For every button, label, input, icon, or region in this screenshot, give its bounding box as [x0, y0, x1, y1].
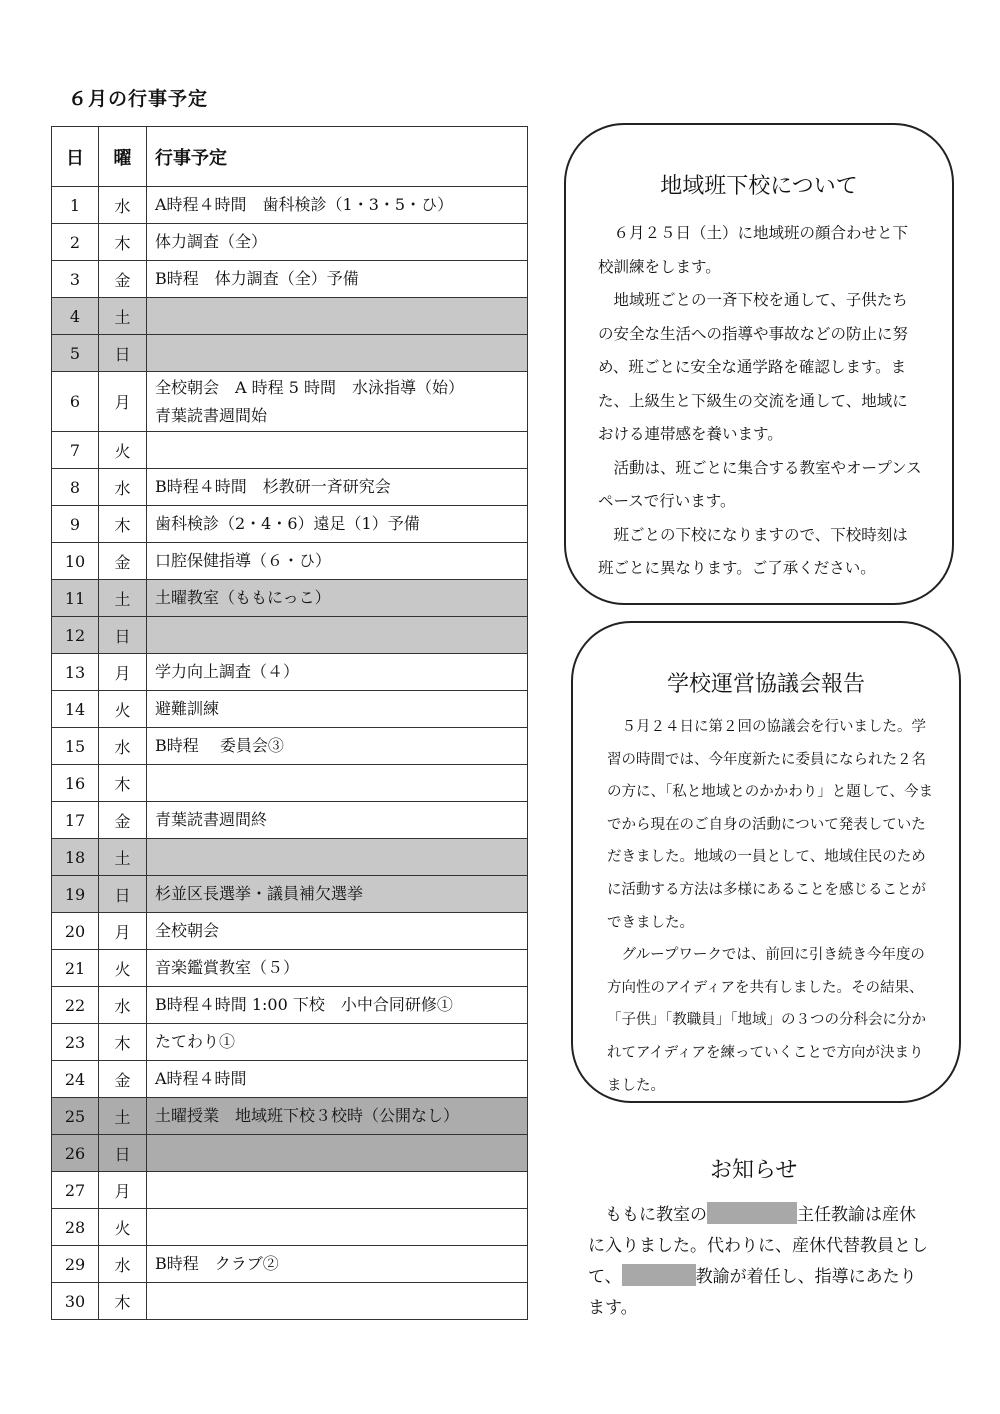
event-line: たてわり① [155, 1032, 236, 1051]
schedule-table [51, 126, 528, 1320]
day-cell: 8 [52, 469, 99, 506]
schedule-row [52, 224, 528, 261]
schedule-header-row [52, 127, 528, 187]
day-cell: 30 [52, 1283, 99, 1320]
event-cell [147, 1283, 528, 1320]
notice-text-3: 教諭が着任し、指導にあたります。 [588, 1267, 917, 1318]
weekday-cell: 木 [99, 506, 147, 543]
kyogikai-report-title: 学校運営協議会報告 [666, 672, 865, 697]
day-cell: 15 [52, 728, 99, 765]
schedule-row [52, 839, 528, 876]
notice-text-1: ももに教室の [605, 1205, 707, 1225]
day-cell: 27 [52, 1172, 99, 1209]
schedule-row [52, 691, 528, 728]
day-cell: 23 [52, 1024, 99, 1061]
event-line: 青葉読書週間終 [155, 810, 268, 829]
day-cell: 28 [52, 1209, 99, 1246]
schedule-row [52, 765, 528, 802]
weekday-cell: 火 [99, 1209, 147, 1246]
event-cell [147, 765, 528, 802]
chiiki-han-paragraph: 地域班ごとの一斉下校を通して、子供たちの安全な生活への指導や事故などの防止に努め、班ごとに安全な通学路を確認します。また、上級生と下級生の交流を通して、地域における連帯感を養います。 [598, 291, 909, 443]
day-cell: 10 [52, 543, 99, 580]
event-line: B時程 クラブ② [155, 1254, 279, 1273]
day-cell: 7 [52, 432, 99, 469]
weekday-cell: 金 [99, 1061, 147, 1098]
event-cell [147, 224, 528, 261]
chiiki-han-paragraph: 活動は、班ごとに集合する教室やオープンスペースで行います。 [598, 458, 922, 510]
event-cell [147, 1172, 528, 1209]
redacted-name-block [622, 1264, 696, 1286]
event-line: B時程４時間 1:00 下校 小中合同研修① [155, 995, 453, 1014]
day-cell: 18 [52, 839, 99, 876]
day-cell: 26 [52, 1135, 99, 1172]
weekday-cell: 日 [99, 335, 147, 372]
chiiki-han-paragraph: ６月２５日（土）に地域班の顔合わせと下校訓練をします。 [598, 224, 909, 276]
event-cell [147, 372, 528, 432]
day-cell: 20 [52, 913, 99, 950]
event-cell [147, 1135, 528, 1172]
weekday-cell: 火 [99, 691, 147, 728]
event-cell [147, 691, 528, 728]
schedule-row [52, 187, 528, 224]
event-line: B時程４時間 杉教研一斉研究会 [155, 477, 391, 496]
event-line: 口腔保健指導（６・ひ） [155, 551, 332, 570]
event-cell [147, 335, 528, 372]
weekday-cell: 土 [99, 1098, 147, 1135]
schedule-row [52, 950, 528, 987]
weekday-cell: 日 [99, 1135, 147, 1172]
day-cell: 25 [52, 1098, 99, 1135]
event-cell [147, 617, 528, 654]
schedule-row [52, 1024, 528, 1061]
day-cell: 6 [52, 372, 99, 432]
weekday-cell: 水 [99, 1246, 147, 1283]
event-cell [147, 728, 528, 765]
event-line: 杉並区長選挙・議員補欠選挙 [155, 884, 364, 903]
schedule-row [52, 1061, 528, 1098]
event-line: B時程 体力調査（全）予備 [155, 269, 359, 288]
event-line: 歯科検診（2・4・6）遠足（1）予備 [155, 514, 420, 533]
chiiki-han-paragraph: 班ごとの下校になりますので、下校時刻は班ごとに異なります。ご了承ください。 [598, 525, 908, 577]
event-line: 学力向上調査（４） [155, 662, 300, 681]
header-event: 行事予定 [147, 127, 528, 187]
chiiki-han-box [564, 123, 954, 605]
schedule-row [52, 580, 528, 617]
day-cell: 29 [52, 1246, 99, 1283]
schedule-row [52, 987, 528, 1024]
day-cell: 4 [52, 298, 99, 335]
header-weekday: 曜 [99, 127, 147, 187]
event-cell [147, 654, 528, 691]
event-cell [147, 298, 528, 335]
event-line: B時程 委員会③ [155, 736, 284, 755]
schedule-row [52, 298, 528, 335]
weekday-cell: 水 [99, 987, 147, 1024]
event-cell [147, 1246, 528, 1283]
event-line: 全校朝会 [155, 921, 220, 940]
schedule-row [52, 1246, 528, 1283]
day-cell: 1 [52, 187, 99, 224]
event-cell [147, 987, 528, 1024]
weekday-cell: 木 [99, 1283, 147, 1320]
kyogikai-paragraph: グループワークでは、前回に引き続き今年度の方向性のアイディアを共有しました。その結果、「子供」「教職員」「地域」の３つの分科会に分かれてアイディアを練っていくことで方向が決まりました。 [607, 947, 926, 1094]
event-cell [147, 261, 528, 298]
event-cell [147, 876, 528, 913]
weekday-cell: 水 [99, 469, 147, 506]
weekday-cell: 火 [99, 432, 147, 469]
event-cell [147, 580, 528, 617]
chiiki-han-body [598, 217, 922, 586]
day-cell: 22 [52, 987, 99, 1024]
weekday-cell: 月 [99, 1172, 147, 1209]
day-cell: 11 [52, 580, 99, 617]
chiiki-han-title: 地域班下校について [660, 174, 858, 199]
weekday-cell: 月 [99, 372, 147, 432]
event-cell [147, 802, 528, 839]
event-line: 土曜教室（ももにっこ） [155, 588, 331, 607]
day-cell: 17 [52, 802, 99, 839]
notice-body [588, 1200, 928, 1324]
weekday-cell: 木 [99, 224, 147, 261]
day-cell: 19 [52, 876, 99, 913]
event-cell [147, 187, 528, 224]
weekday-cell: 日 [99, 876, 147, 913]
weekday-cell: 土 [99, 839, 147, 876]
event-cell [147, 432, 528, 469]
weekday-cell: 木 [99, 765, 147, 802]
schedule-row [52, 335, 528, 372]
weekday-cell: 日 [99, 617, 147, 654]
event-cell [147, 469, 528, 506]
kyogikai-report-body [607, 711, 933, 1102]
day-cell: 14 [52, 691, 99, 728]
weekday-cell: 金 [99, 802, 147, 839]
event-cell [147, 950, 528, 987]
schedule-row [52, 543, 528, 580]
schedule-row [52, 1098, 528, 1135]
weekday-cell: 水 [99, 728, 147, 765]
event-line: 土曜授業 地域班下校３校時（公開なし） [155, 1106, 460, 1125]
schedule-row [52, 1172, 528, 1209]
day-cell: 5 [52, 335, 99, 372]
day-cell: 2 [52, 224, 99, 261]
schedule-row [52, 1283, 528, 1320]
event-line: 音楽鑑賞教室（５） [155, 958, 300, 977]
day-cell: 24 [52, 1061, 99, 1098]
day-cell: 21 [52, 950, 99, 987]
schedule-row [52, 432, 528, 469]
event-cell [147, 543, 528, 580]
schedule-row [52, 261, 528, 298]
event-cell [147, 839, 528, 876]
page-title: ６月の行事予定 [68, 88, 209, 110]
weekday-cell: 土 [99, 580, 147, 617]
event-line: 体力調査（全） [155, 232, 268, 251]
notice-title: お知らせ [710, 1158, 798, 1183]
schedule-row [52, 617, 528, 654]
weekday-cell: 火 [99, 950, 147, 987]
schedule-row [52, 372, 528, 432]
schedule-row [52, 1209, 528, 1246]
weekday-cell: 水 [99, 187, 147, 224]
event-line: A時程４時間 歯科検診（1・3・5・ひ） [155, 195, 454, 214]
event-cell [147, 1061, 528, 1098]
day-cell: 12 [52, 617, 99, 654]
schedule-row [52, 728, 528, 765]
schedule-row [52, 1135, 528, 1172]
weekday-cell: 金 [99, 261, 147, 298]
event-cell [147, 1209, 528, 1246]
schedule-row [52, 802, 528, 839]
weekday-cell: 月 [99, 654, 147, 691]
day-cell: 13 [52, 654, 99, 691]
event-cell [147, 1098, 528, 1135]
kyogikai-paragraph: ５月２４日に第２回の協議会を行いました。学習の時間では、今年度新たに委員になられた２名の方に、「私と地域とのかかわり」と題して、今までから現在のご自身の活動について発表していただきました。地域の一員として、地域住民のために活動する方法は多様にあることを感じることができました。 [607, 719, 933, 931]
event-cell [147, 913, 528, 950]
schedule-row [52, 469, 528, 506]
schedule-row [52, 876, 528, 913]
event-line: 青葉読書週間始 [155, 405, 268, 425]
event-line: 全校朝会 A 時程 5 時間 水泳指導（始） [155, 377, 464, 397]
event-cell [147, 506, 528, 543]
event-line: A時程４時間 [155, 1069, 247, 1088]
weekday-cell: 土 [99, 298, 147, 335]
redacted-name-block [707, 1202, 797, 1224]
header-day: 日 [52, 127, 99, 187]
day-cell: 9 [52, 506, 99, 543]
weekday-cell: 木 [99, 1024, 147, 1061]
day-cell: 3 [52, 261, 99, 298]
notice-text-2: 主任教諭は産休に入りました。代わりに、産休代替教員として、 [588, 1205, 928, 1287]
schedule-row [52, 506, 528, 543]
event-cell [147, 1024, 528, 1061]
schedule-row [52, 913, 528, 950]
weekday-cell: 金 [99, 543, 147, 580]
schedule-row [52, 654, 528, 691]
kyogikai-report-box [571, 621, 961, 1103]
weekday-cell: 月 [99, 913, 147, 950]
day-cell: 16 [52, 765, 99, 802]
event-line: 避難訓練 [155, 699, 220, 718]
